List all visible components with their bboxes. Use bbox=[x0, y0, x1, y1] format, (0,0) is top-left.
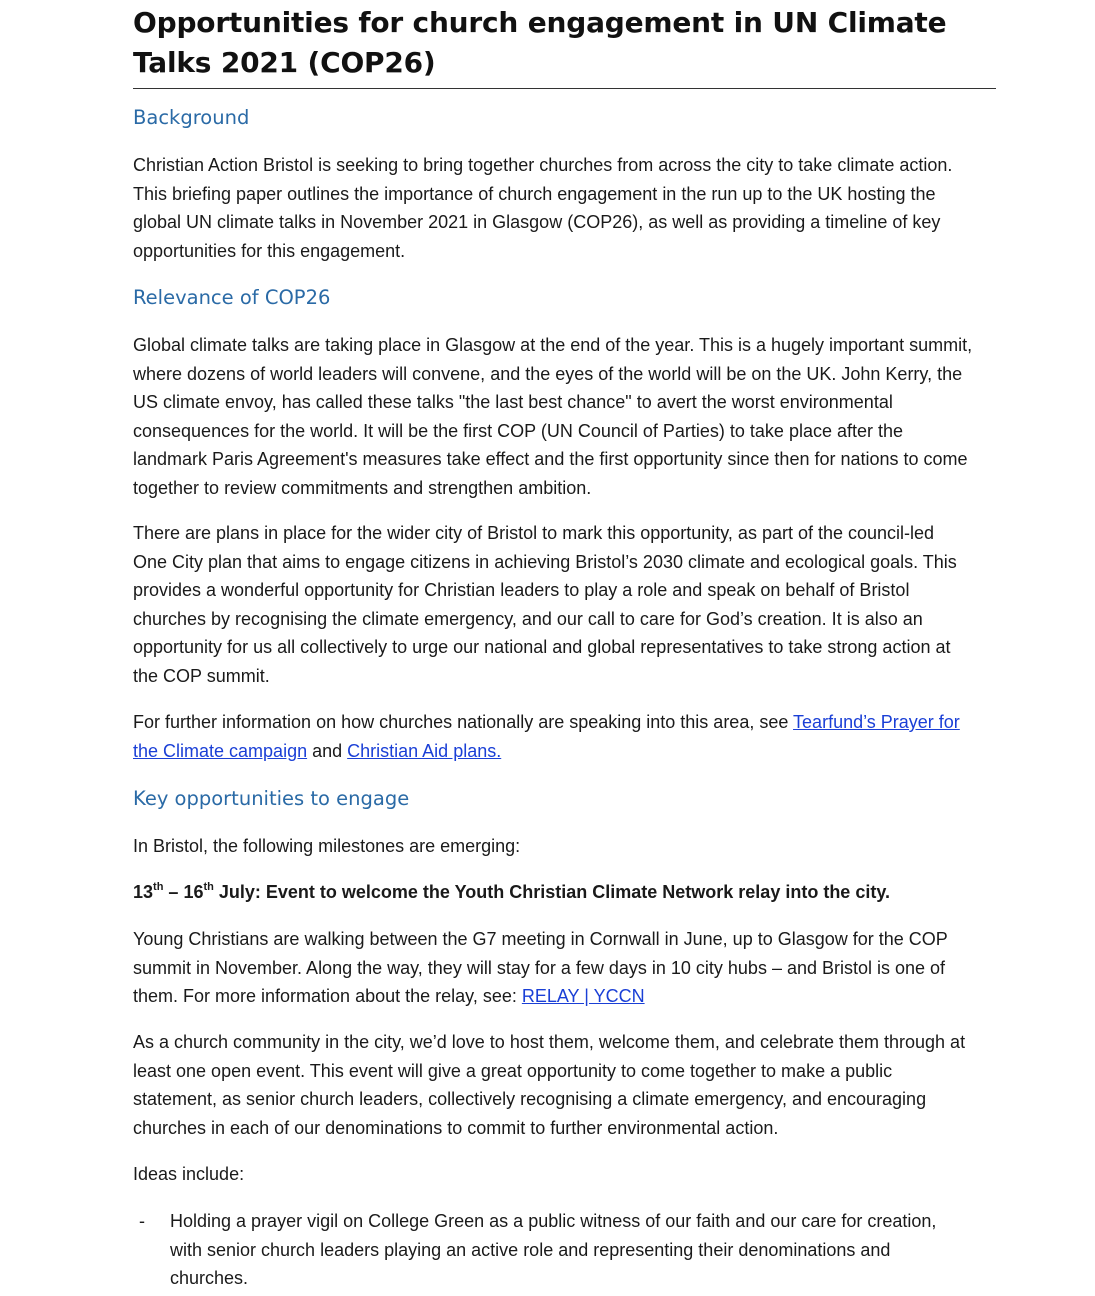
relevance-paragraph-2: There are plans in place for the wider city of Bristol to mark this opportunity, as part of the council-led One City plan that aims to engage citizens in achieving Bristol’s 2030 climate and ecological goals. This provides a wonderful opportunity for Christian leaders to play a role and speak on behalf of Bristol churches by recognising the climate emergency, and our call to care for God’s creation. It is also an opportunity for us all collectively to urge our national and global representatives to take strong action at the COP summit. bbox=[133, 523, 957, 686]
heading-key-opportunities: Key opportunities to engage bbox=[133, 787, 410, 810]
list-item-text: Holding a prayer vigil on College Green as a public witness of our faith and our care for creation, with senior church leaders playing an active role and representing their denominations and churches. bbox=[170, 1211, 937, 1288]
list-item-marker: - bbox=[139, 1211, 145, 1231]
relevance-paragraph-3-and: and bbox=[307, 740, 348, 761]
young-christians-text: Young Christians are walking between the G7 meeting in Cornwall in June, up to Glasgow for the COP summit in November. Along the way, they will stay for a few days in 10 city hubs – and Bristol is one of them. For more information about the relay, see: bbox=[133, 929, 948, 1006]
document-page bbox=[133, 0, 996, 1288]
milestone-day-start: 13 bbox=[133, 882, 154, 902]
relevance-paragraph-1: Global climate talks are taking place in Glasgow at the end of the year. This is a hugely important summit, where dozens of world leaders will convene, and the eyes of the world will be on the UK. John Kerry, the US climate envoy, has called these talks "the last best chance" to avert the worst environmental consequences for the world. It will be the first COP (UN Council of Parties) to take place after the landmark Paris Agreement's measures take effect and the first opportunity since then for nations to come together to review commitments and strengthen ambition. bbox=[133, 335, 973, 498]
heading-relevance: Relevance of COP26 bbox=[133, 286, 331, 309]
milestone-dash: – bbox=[163, 882, 184, 902]
milestones-intro: In Bristol, the following milestones are emerging: bbox=[133, 836, 521, 856]
milestone-description: July: Event to welcome the Youth Christian Climate Network relay into the city. bbox=[213, 882, 891, 902]
milestone-heading bbox=[133, 878, 973, 907]
milestone-day-start-suffix: th bbox=[153, 881, 164, 893]
young-christians-paragraph bbox=[133, 925, 973, 1011]
relevance-paragraph-3-prefix: For further information on how churches nationally are speaking into this area, see bbox=[133, 712, 794, 732]
milestone-day-end: 16 bbox=[183, 882, 204, 902]
milestone-day-end-suffix: th bbox=[203, 881, 214, 893]
background-paragraph: Christian Action Bristol is seeking to bring together churches from across the city to take climate action. This briefing paper outlines the importance of church engagement in the run up to the UK hosting the global UN climate talks in November 2021 in Glasgow (COP26), as well as providing a timeline of key opportunities for this engagement. bbox=[133, 155, 953, 261]
relevance-paragraph-3 bbox=[133, 708, 973, 765]
heading-background: Background bbox=[133, 106, 250, 129]
document-title: Opportunities for church engagement in UN Climate Talks 2021 (COP26) bbox=[133, 3, 996, 89]
tearfund-link[interactable]: Tearfund’s Prayer for the Climate campaign bbox=[133, 712, 960, 761]
host-event-paragraph: As a church community in the city, we’d love to host them, welcome them, and celebrate them through at least one open event. This event will give a great opportunity to come together to make a public statement, as senior church leaders, collectively recognising a climate emergency, and encouraging churches in each of our denominations to commit to further environmental action. bbox=[133, 1032, 966, 1138]
christian-aid-link[interactable]: Christian Aid plans. bbox=[347, 740, 502, 761]
ideas-label: Ideas include: bbox=[133, 1164, 245, 1184]
relay-yccn-link[interactable]: RELAY | YCCN bbox=[521, 986, 645, 1006]
